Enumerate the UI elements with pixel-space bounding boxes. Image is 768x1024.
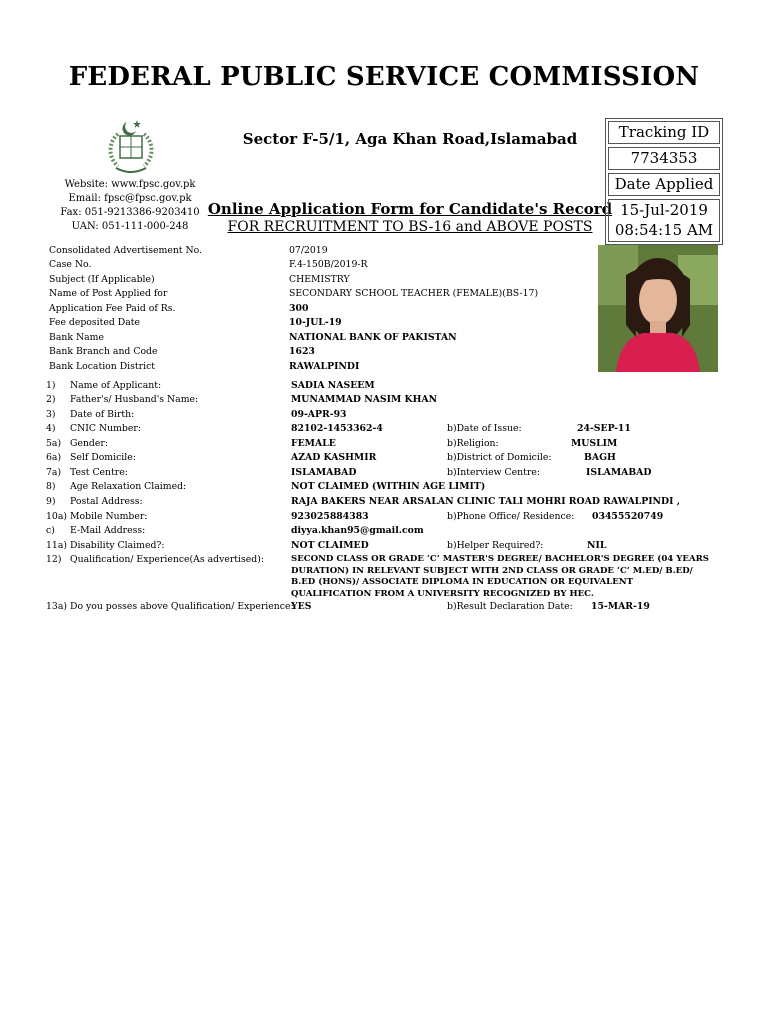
field-number: 7a)	[46, 467, 62, 478]
field-value: NOT CLAIMED (WITHIN AGE LIMIT)	[291, 481, 486, 492]
date-applied-value	[608, 199, 720, 242]
advert-value: 07/2019	[289, 245, 328, 256]
advert-value: NATIONAL BANK OF PAKISTAN	[289, 332, 457, 343]
candidate-photo	[598, 245, 718, 372]
field-label: Postal Address:	[70, 496, 143, 507]
field-value: 923025884383	[291, 511, 369, 522]
field-b-label: b)Result Declaration Date:	[447, 601, 573, 612]
tracking-box	[605, 118, 723, 245]
uan-text: UAN: 051-111-000-248	[71, 221, 189, 232]
date-applied-label: Date Applied	[608, 173, 720, 196]
page-title: FEDERAL PUBLIC SERVICE COMMISSION	[68, 62, 700, 92]
advert-value: CHEMISTRY	[289, 274, 350, 285]
field-number: 4)	[46, 423, 56, 434]
field-number: 8)	[46, 481, 56, 492]
field-label: Qualification/ Experience(As advertised):	[70, 554, 264, 565]
advert-label: Bank Name	[49, 332, 104, 343]
field-number: 2)	[46, 394, 56, 405]
field-number: c)	[46, 525, 55, 536]
advert-label: Subject (If Applicable)	[49, 274, 155, 285]
field-value: RAJA BAKERS NEAR ARSALAN CLINIC TALI MOHRI ROAD RAWALPINDI ,	[291, 496, 680, 507]
field-value: 09-APR-93	[291, 409, 347, 420]
field-number: 6a)	[46, 452, 62, 463]
date-applied-date: 15-Jul-2019	[620, 201, 708, 219]
field-b-value: MUSLIM	[571, 438, 618, 449]
field-value: SADIA NASEEM	[291, 380, 375, 391]
field-b-value: BAGH	[584, 452, 616, 463]
field-value: MUNAMMAD NASIM KHAN	[291, 394, 438, 405]
advert-value: 10-JUL-19	[289, 317, 342, 328]
field-label: Father's/ Husband's Name:	[70, 394, 199, 405]
field-b-value: ISLAMABAD	[586, 467, 652, 478]
field-b-label: b)Phone Office/ Residence:	[447, 511, 575, 522]
field-b-label: b)District of Domicile:	[447, 452, 552, 463]
field-number: 9)	[46, 496, 56, 507]
advert-label: Application Fee Paid of Rs.	[49, 303, 176, 314]
field-value: FEMALE	[291, 438, 336, 449]
form-subtitle: FOR RECRUITMENT TO BS-16 and ABOVE POSTS	[227, 219, 593, 235]
field-label: Self Domicile:	[70, 452, 136, 463]
field-b-label: b)Helper Required?:	[447, 540, 544, 551]
form-title: Online Application Form for Candidate's Record	[207, 200, 613, 218]
field-label: Name of Applicant:	[70, 380, 162, 391]
field-number: 1)	[46, 380, 56, 391]
field-value: NOT CLAIMED	[291, 540, 369, 551]
field-label: CNIC Number:	[70, 423, 141, 434]
field-label: Gender:	[70, 438, 108, 449]
field-value: ISLAMABAD	[291, 467, 357, 478]
advert-value: 300	[289, 303, 309, 314]
field-b-value: 24-SEP-11	[577, 423, 631, 434]
advert-value: F.4-150B/2019-R	[289, 259, 368, 270]
emblem-icon	[100, 116, 162, 178]
advert-label: Bank Branch and Code	[49, 346, 158, 357]
advert-label: Case No.	[49, 259, 92, 270]
fax-text: Fax: 051-9213386-9203410	[60, 207, 200, 218]
field-number: 11a)	[46, 540, 67, 551]
field-label: Do you posses above Qualification/ Experience:	[70, 601, 294, 612]
advert-label: Name of Post Applied for	[49, 288, 168, 299]
tracking-id-value: 7734353	[608, 147, 720, 170]
field-label: Date of Birth:	[70, 409, 135, 420]
field-value: AZAD KASHMIR	[291, 452, 377, 463]
office-address: Sector F-5/1, Aga Khan Road,Islamabad	[242, 130, 578, 148]
advert-value: SECONDARY SCHOOL TEACHER (FEMALE)(BS-17)	[289, 288, 539, 299]
advert-value: 1623	[289, 346, 315, 357]
field-b-value: 15-MAR-19	[591, 601, 650, 612]
field-value: 82102-1453362-4	[291, 423, 383, 434]
field-label: Mobile Number:	[70, 511, 148, 522]
tracking-id-label: Tracking ID	[608, 121, 720, 144]
advert-label: Bank Location District	[49, 361, 156, 372]
advert-label: Fee deposited Date	[49, 317, 141, 328]
field-label: Disability Claimed?:	[70, 540, 165, 551]
field-b-label: b)Interview Centre:	[447, 467, 540, 478]
field-b-label: b)Religion:	[447, 438, 499, 449]
field-b-value: NIL	[587, 540, 607, 551]
emblem-logo	[100, 116, 162, 178]
field-number: 3)	[46, 409, 56, 420]
field-value: diyya.khan95@gmail.com	[291, 525, 424, 536]
field-value: SECOND CLASS OR GRADE ‘C’ MASTER'S DEGREE/ BACHELOR'S DEGREE (04 YEARS DURATION) IN RELEVANT SUBJECT WITH 2ND CLASS OR GRADE ‘C’ M.ED/ B.ED/ B.ED (HONS)/ ASSOCIATE DIPLOMA IN EDUCATION OR EQUIVALENT QUALIFICATION FROM A UNIVERSITY RECOGNIZED BY HEC.	[291, 554, 709, 599]
email-text: Email: fpsc@fpsc.gov.pk	[68, 193, 192, 204]
field-value: YES	[291, 601, 312, 612]
field-number: 5a)	[46, 438, 62, 449]
website-text: Website: www.fpsc.gov.pk	[64, 179, 196, 190]
field-label: Age Relaxation Claimed:	[70, 481, 187, 492]
date-applied-time: 08:54:15 AM	[614, 221, 714, 239]
advert-label: Consolidated Advertisement No.	[49, 245, 203, 256]
field-b-value: 03455520749	[592, 511, 664, 522]
advert-value: RAWALPINDI	[289, 361, 360, 372]
field-number: 13a)	[46, 601, 67, 612]
field-label: Test Centre:	[70, 467, 128, 478]
field-label: E-Mail Address:	[70, 525, 146, 536]
field-number: 10a)	[46, 511, 67, 522]
field-number: 12)	[46, 554, 62, 565]
field-b-label: b)Date of Issue:	[447, 423, 522, 434]
contact-block	[40, 178, 220, 234]
